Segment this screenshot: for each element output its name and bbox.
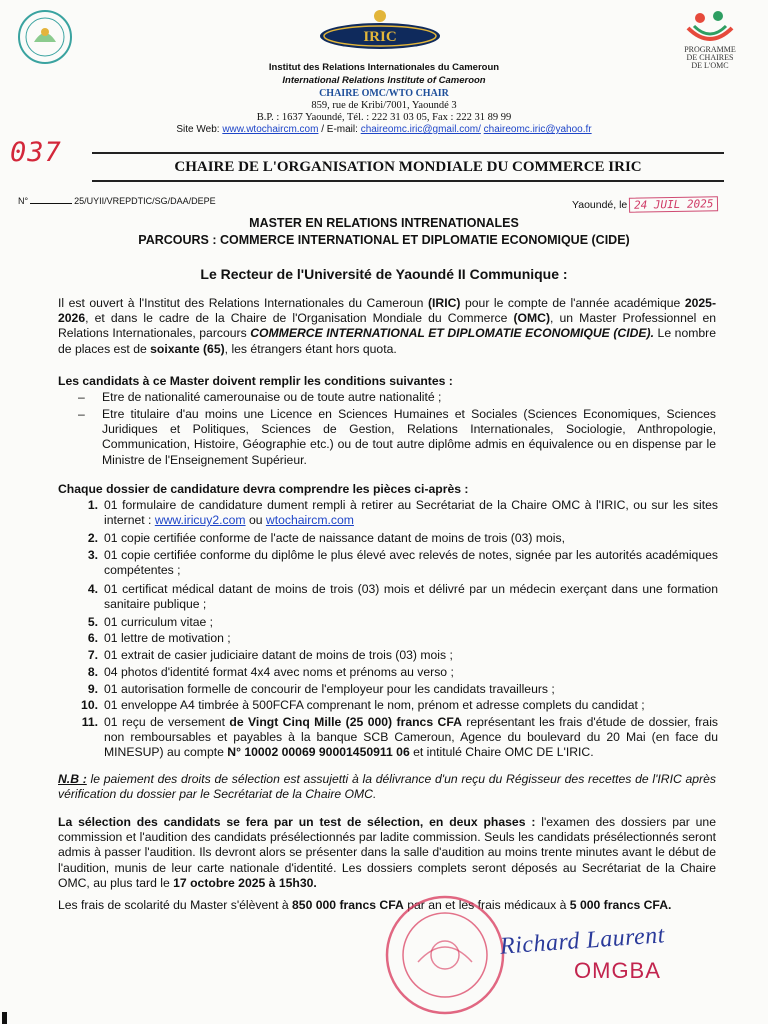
- programme-caption-2: DE CHAIRES: [686, 53, 734, 62]
- item-text: 01 enveloppe A4 timbrée à 500FCFA comprenant le nom, prénom et adresse complets du candidat ;: [104, 698, 645, 712]
- intro-text-k: , les étrangers étant hors quota.: [224, 341, 397, 356]
- scan-edge-mark: [2, 1012, 7, 1024]
- intro-parcours: COMMERCE INTERNATIONAL ET DIPLOMATIE ECONOMIQUE (CIDE).: [250, 326, 654, 341]
- condition-nationality: Etre de nationalité camerounaise ou de toute autre nationalité ;: [102, 390, 442, 404]
- email-link-gmail[interactable]: chaireomc.iric@gmail.com/: [360, 124, 481, 135]
- intro-text-g: , un Master Professionnel en Relations Internationales, parcours: [58, 311, 716, 341]
- intro-academic-year: 2025-2026: [58, 296, 716, 326]
- date-prefix: Yaoundé, le: [572, 199, 628, 211]
- banner-title: CHAIRE DE L'ORGANISATION MONDIALE DU COMMERCE IRIC: [92, 152, 724, 182]
- medical-fee-amount: 5 000 francs CFA.: [569, 898, 672, 912]
- svg-text:IRIC: IRIC: [363, 29, 397, 45]
- handwritten-reference-number: 037: [10, 137, 62, 168]
- address: 859, rue de Kribi/7001, Yaoundé 3: [311, 100, 457, 111]
- item-number: 2.: [87, 531, 98, 545]
- item-number: 8.: [87, 665, 98, 679]
- item-number: 6.: [87, 631, 98, 645]
- item-number: 11.: [81, 715, 98, 729]
- rector-communique-title: Le Recteur de l'Université de Yaoundé II Communique :: [200, 266, 568, 282]
- handwritten-signature: Richard Laurent: [499, 922, 666, 960]
- item-text: 01 lettre de motivation ;: [104, 631, 231, 645]
- fees-text-a: Les frais de scolarité du Master s'élèvent à: [58, 898, 293, 912]
- intro-text-e: , et dans le cadre de la Chaire de l'Organisation Mondiale du Commerce: [85, 311, 514, 326]
- official-rector-stamp: [370, 892, 520, 1018]
- selection-text: l'examen des dossiers par une commission et l'audition des candidats présélectionnés par ladite commission. Seuls les candidats présélectionnés seront admis à passer l'audition. Ils devront alors se présenter dans la salle d'audition au moins trente minutes avant le début de l'audition, munis de leur carte nationale d'identité. Les dossiers complets seront déposés au Secrétariat de la Chaire OMC, au plus tard le: [58, 815, 716, 890]
- item-number: 4.: [87, 582, 98, 596]
- condition-item: – Etre titulaire d'au moins une Licence en Sciences Humaines et Sociales (Sciences Economiques, Sciences Juridiques et Politiques, Sciences de Gestion, Relations Internationales, Sociologie, Anthropologie, Communication, Histoire, Géographie etc.) ou de tout autre diplôme admis en équivalence ou en dispense par le Ministre de l'Enseignement Supérieur.: [78, 407, 716, 467]
- intro-places: soixante (65): [150, 341, 225, 356]
- item-text: 04 photos d'identité format 4x4 avec noms et prénoms au verso ;: [104, 665, 454, 679]
- item-text-a: 01 reçu de versement: [104, 715, 230, 729]
- date-line: [572, 197, 719, 212]
- wtochaircm-link[interactable]: wtochaircm.com: [265, 513, 354, 528]
- tuition-amount: 850 000 francs CFA: [292, 898, 404, 912]
- conditions-title: Les candidats à ce Master doivent remplir les conditions suivantes :: [58, 374, 453, 388]
- nb-note: [58, 772, 716, 802]
- item-text: 01 copie certifiée conforme de l'acte de naissance datant de moins de trois (03) mois,: [104, 531, 565, 545]
- selection-deadline: 17 octobre 2025 à 15h30.: [173, 875, 317, 890]
- master-title: MASTER EN RELATIONS INTRENATIONALES: [249, 216, 519, 230]
- letterhead: [110, 0, 658, 140]
- chair-name: CHAIRE OMC/WTO CHAIR: [319, 88, 449, 99]
- intro-text-c: pour le compte de l'année académique: [460, 296, 685, 310]
- item-number: 1.: [87, 498, 98, 512]
- ref-number: 25/UYII/VREPDTIC/SG/DAA/DEPE: [74, 196, 216, 206]
- item-text-c: représentant les frais d'étude de dossier, frais non remboursables et payables à la banque SCB Cameroun, Agence du boulevard du 20 Mai (en face du MINESUP) au compte: [104, 715, 719, 760]
- item-number: 9.: [87, 682, 98, 696]
- programme-caption-1: PROGRAMME: [684, 45, 736, 54]
- contact-line: [110, 124, 658, 135]
- item-number: 5.: [87, 615, 98, 629]
- intro-text-a: Il est ouvert à l'Institut des Relations Internationales du Cameroun: [58, 296, 428, 310]
- email-label: / E-mail:: [318, 124, 361, 135]
- university-seal-logo: [14, 8, 76, 66]
- item-text-e: et intitulé Chaire OMC DE L'IRIC.: [409, 745, 594, 760]
- item-text: 01 extrait de casier judiciaire datant de moins de trois (03) mois ;: [104, 648, 453, 662]
- item-text-mid: ou: [245, 513, 266, 528]
- fees-text-c: par an et les frais médicaux à: [403, 898, 570, 912]
- nb-label: N.B :: [58, 772, 87, 786]
- site-label: Site Web:: [176, 124, 223, 135]
- condition-item: – Etre de nationalité camerounaise ou de toute autre nationalité ;: [78, 390, 442, 404]
- condition-diploma: Etre titulaire d'au moins une Licence en Sciences Humaines et Sociales (Sciences Economiques, Sciences Juridiques et Politiques, Sciences de Gestion, Relations Internationales, Sociologie, Anthropologie, Communication, Histoire, Géographie etc.) ou de tout autre diplôme admis en équivalence ou en dispense par le Ministre de l'Enseignement Supérieur.: [102, 407, 716, 467]
- item-number: 7.: [87, 648, 98, 662]
- signatory-name: OMGBA: [574, 958, 661, 983]
- reference-line: [18, 195, 216, 206]
- item-text: 01 copie certifiée conforme du diplôme le plus élevé avec relevés de notes, signée par les autorités académiques compétentes ;: [104, 548, 718, 578]
- item-text: 01 formulaire de candidature dument rempli à retirer au Secrétariat de la Chaire OMC à l'IRIC, ou sur les sites internet :: [104, 498, 718, 528]
- item-amount: de Vingt Cinq Mille (25 000) francs CFA: [229, 715, 462, 729]
- email-link-yahoo[interactable]: chaireomc.iric@yahoo.fr: [483, 124, 592, 135]
- phone-fax: B.P. : 1637 Yaoundé, Tél. : 222 31 03 05, Fax : 222 31 89 99: [256, 112, 512, 123]
- item-number: 3.: [87, 548, 98, 562]
- item-text: 01 curriculum vitae ;: [104, 615, 214, 629]
- institute-en: International Relations Institute of Cameroon: [282, 75, 486, 86]
- selection-lead: La sélection des candidats se fera par un test de sélection, en deux phases :: [58, 815, 536, 829]
- intro-paragraph: [58, 296, 716, 357]
- programme-caption-3: DE L'OMC: [691, 61, 729, 70]
- website-link[interactable]: www.wtochaircm.com: [222, 124, 319, 135]
- programme-chaires-omc-logo: [660, 6, 760, 86]
- date-stamp: 24 JUIL 2025: [629, 196, 719, 213]
- item-text: 01 certificat médical datant de moins de trois (03) mois et délivré par un médecin exerçant dans une formation sanitaire publique ;: [104, 582, 718, 612]
- intro-omc: (OMC): [513, 311, 551, 326]
- item-account-number: N° 10002 00069 90001450911 06: [227, 745, 410, 760]
- dossier-title: Chaque dossier de candidature devra comprendre les pièces ci-après :: [58, 482, 469, 496]
- item-number: 10.: [81, 698, 98, 712]
- intro-text-i: Le nombre de places est de: [58, 326, 716, 356]
- nb-text: le paiement des droits de sélection est assujetti à la délivrance d'un reçu du Régisseur des recettes de l'IRIC après vérification du dossier par le Secrétariat de la Chaire OMC.: [58, 772, 716, 802]
- parcours-title: PARCOURS : COMMERCE INTERNATIONAL ET DIPLOMATIE ECONOMIQUE (CIDE): [138, 233, 630, 247]
- institute-fr: Institut des Relations Internationales du Cameroun: [268, 62, 500, 73]
- intro-iric: (IRIC): [427, 296, 461, 310]
- iricuy2-link[interactable]: www.iricuy2.com: [154, 513, 246, 528]
- selection-paragraph: [58, 815, 716, 891]
- item-text: 01 autorisation formelle de concourir de l'employeur pour les candidats travailleurs ;: [104, 682, 555, 696]
- ref-blank: [30, 195, 72, 204]
- ref-prefix: N°: [18, 196, 29, 206]
